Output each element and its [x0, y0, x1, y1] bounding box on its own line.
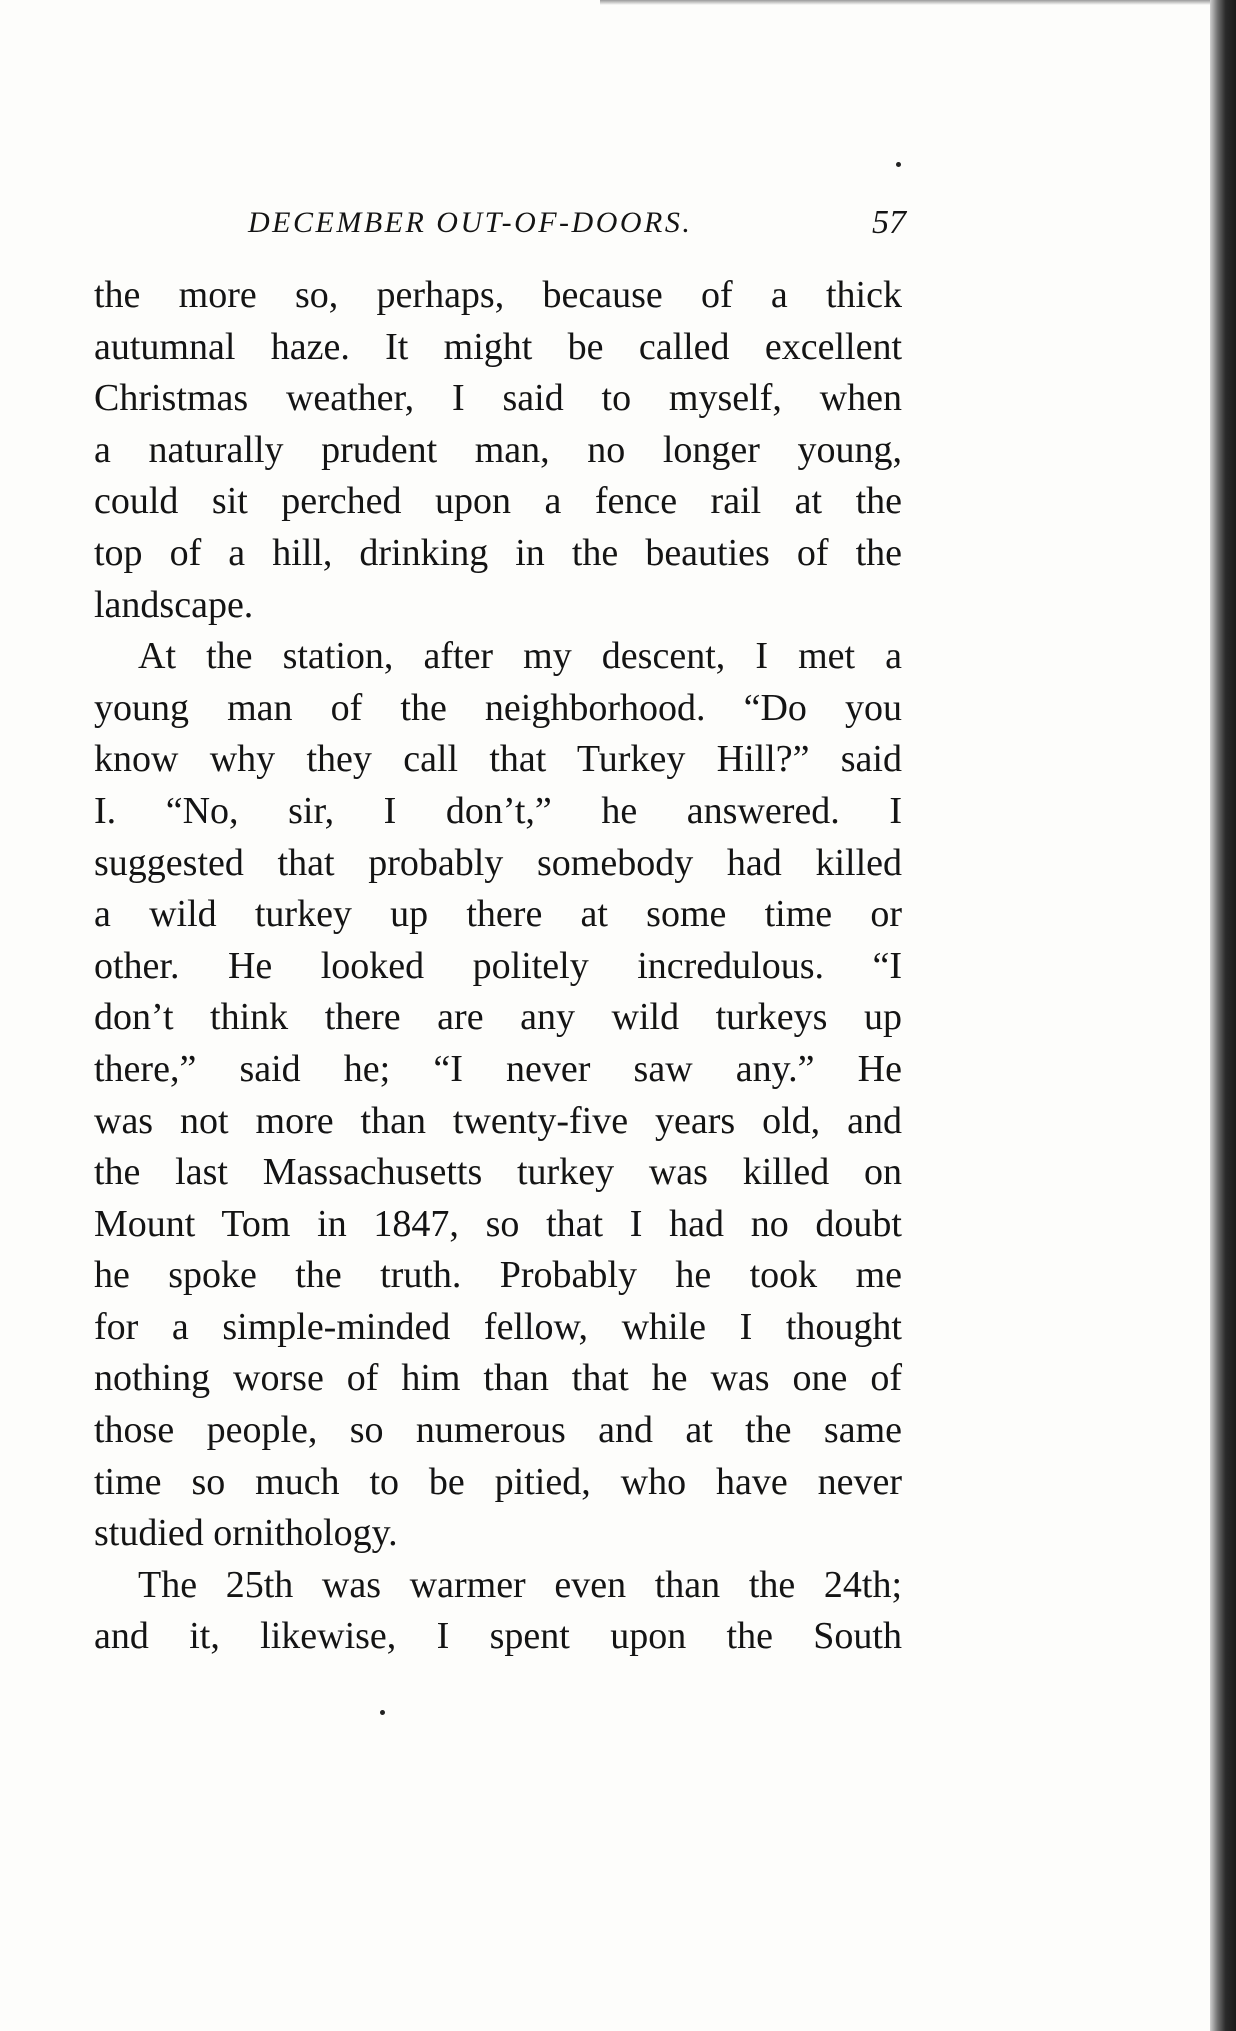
text-line: he spoke the truth. Probably he took me — [94, 1254, 902, 1297]
text-line: a naturally prudent man, no longer young, — [94, 428, 902, 471]
text-line: time so much to be pitied, who have never — [94, 1460, 902, 1503]
scan-edge-top — [600, 0, 1236, 5]
text-line: landscape. — [94, 583, 254, 626]
text-line: Christmas weather, I said to myself, when — [94, 377, 902, 420]
body-text — [94, 270, 902, 1663]
text-line: don’t think there are any wild turkeys up — [94, 996, 902, 1039]
text-line: Mount Tom in 1847, so that I had no doubt — [94, 1202, 902, 1245]
text-line: The 25th was warmer even than the 24th; — [138, 1563, 902, 1606]
text-line: could sit perched upon a fence rail at the — [94, 480, 902, 523]
text-line: know why they call that Turkey Hill?” said — [94, 738, 902, 781]
text-line: autumnal haze. It might be called excellent — [94, 325, 902, 368]
text-line: the more so, perhaps, because of a thick — [94, 274, 902, 316]
text-line: a wild turkey up there at some time or — [94, 893, 902, 936]
ink-speck — [896, 162, 901, 167]
scan-edge-right — [1210, 0, 1236, 2031]
page-number: 57 — [872, 204, 906, 241]
ink-speck — [380, 1710, 385, 1715]
text-line: other. He looked politely incredulous. “I — [94, 944, 902, 987]
text-line: top of a hill, drinking in the beauties of the — [94, 531, 902, 574]
text-line: nothing worse of him than that he was one of — [94, 1357, 902, 1400]
text-line: young man of the neighborhood. “Do you — [94, 686, 902, 729]
page-header — [94, 198, 906, 248]
text-line: those people, so numerous and at the same — [94, 1409, 902, 1452]
text-line: and it, likewise, I spent upon the South — [94, 1615, 902, 1658]
text-line: I. “No, sir, I don’t,” he answered. I — [94, 789, 902, 832]
text-line: there,” said he; “I never saw any.” He — [94, 1047, 902, 1090]
text-line: for a simple-minded fellow, while I thought — [94, 1305, 902, 1348]
text-line: suggested that probably somebody had killed — [94, 841, 902, 884]
text-line: was not more than twenty-five years old, and — [94, 1099, 902, 1142]
text-line: the last Massachusetts turkey was killed on — [94, 1151, 902, 1194]
text-line: At the station, after my descent, I met a — [138, 635, 902, 678]
running-head: DECEMBER OUT-OF-DOORS. — [248, 206, 693, 239]
text-line: studied ornithology. — [94, 1512, 398, 1555]
